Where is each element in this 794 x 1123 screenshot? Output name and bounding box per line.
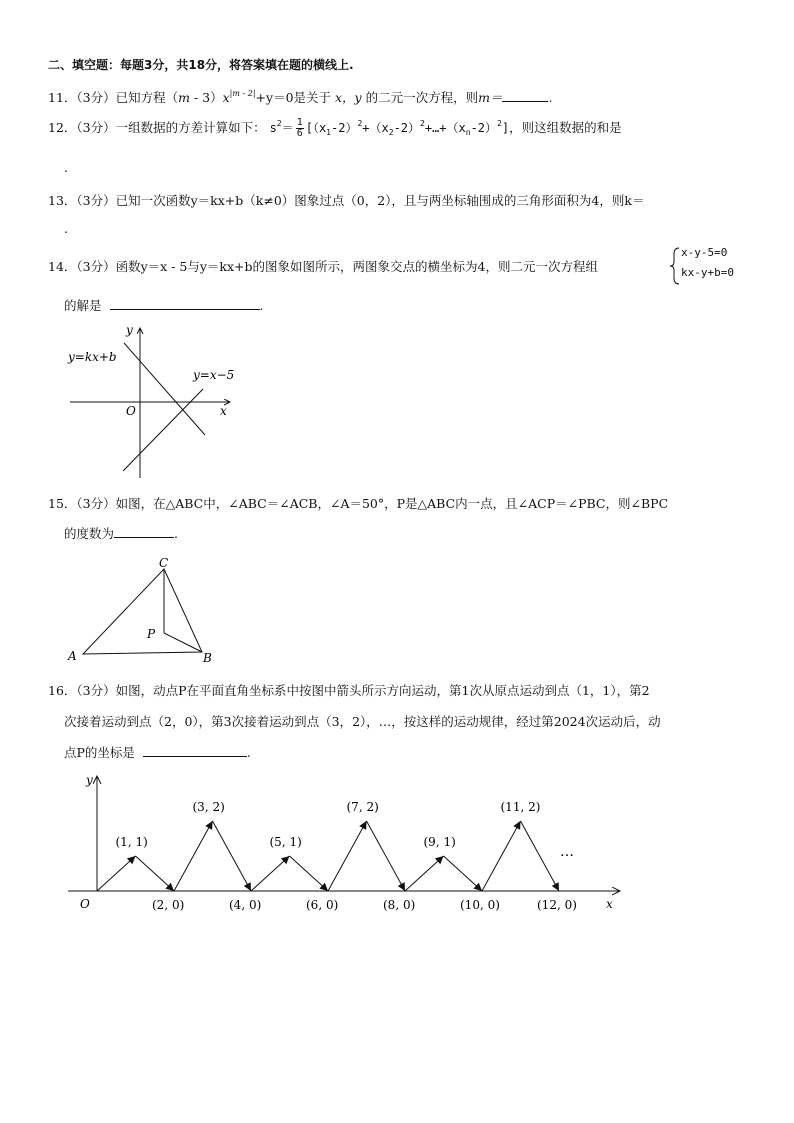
q16-peak-label: (1, 1) xyxy=(115,835,148,849)
q12-t3: -2） xyxy=(393,121,421,135)
q13-answer-line[interactable] xyxy=(64,221,68,236)
q15-line2-text: 的度数为 xyxy=(64,526,115,541)
q16-move-segment xyxy=(482,821,521,891)
q13-number: 13． xyxy=(48,193,77,208)
q16-bottom-label: (4, 0) xyxy=(229,898,262,912)
q16-path-layer xyxy=(97,800,577,912)
question-13 xyxy=(48,191,644,209)
q12-sq1: 2 xyxy=(357,119,363,128)
q13-dot: . xyxy=(64,221,68,236)
q16-move-segment xyxy=(174,821,213,891)
question-14 xyxy=(48,257,598,275)
q16-move-segment xyxy=(367,821,406,891)
q14-label-origin: O xyxy=(126,404,136,418)
question-11 xyxy=(48,88,552,106)
q15-score: （3分） xyxy=(76,496,116,511)
q12-t1: -2） xyxy=(331,121,358,135)
q11-x: x xyxy=(222,90,230,105)
q16-peak-label: (3, 2) xyxy=(192,800,225,814)
q15-label-a: A xyxy=(68,649,77,663)
q14-number: 14． xyxy=(48,259,77,274)
q16-move-segment xyxy=(251,856,290,891)
q12-t2: +（x xyxy=(362,121,389,135)
q12-text-a: 一组数据的方差计算如下： xyxy=(115,120,266,135)
q14-label-x-minus-5: y=x−5 xyxy=(193,368,235,382)
q12-sq3: 2 xyxy=(497,119,502,128)
q15-label-c: C xyxy=(159,556,169,570)
q12-b1: [（x xyxy=(305,121,327,135)
q11-exponent: |m - 2| xyxy=(229,89,256,98)
q16-zigzag-graph xyxy=(60,768,630,928)
q16-move-segment xyxy=(136,856,175,891)
q16-move-segment xyxy=(290,856,329,891)
q12-formula xyxy=(269,117,510,139)
q16-bottom-label: (12, 0) xyxy=(537,898,577,912)
q12-b2: ] xyxy=(501,121,510,135)
q16-label-y: y xyxy=(86,773,93,787)
q16-peak-label: (7, 2) xyxy=(346,800,379,814)
question-16 xyxy=(48,681,650,699)
q16-text1: 如图，动点P在平面直角坐标系中按图中箭头所示方向运动，第1次从原点运动到点（1，1），第2 xyxy=(115,683,650,698)
q12-score: （3分） xyxy=(76,120,116,135)
q11-end: . xyxy=(548,90,553,105)
q15-line2 xyxy=(64,524,178,542)
q16-number: 16． xyxy=(48,683,77,698)
q12-sq2: 2 xyxy=(420,119,425,128)
q15-end: . xyxy=(174,526,178,541)
q11-text-a: 已知方程（ xyxy=(115,90,179,105)
q14-eq2: kx-y+b=0 xyxy=(681,266,734,279)
q14-line2-text: 的解是 xyxy=(64,298,102,313)
q12-dot: . xyxy=(64,160,68,175)
q12-sub2: 2 xyxy=(388,128,394,137)
q12-s: s xyxy=(269,121,277,135)
q11-xy: x，y xyxy=(331,90,366,105)
q11-m-eq: m＝ xyxy=(478,90,503,105)
q15-label-p: P xyxy=(147,627,156,641)
q12-fraction xyxy=(296,118,304,139)
q12-answer-line[interactable] xyxy=(64,160,68,175)
q12-t5: -2） xyxy=(470,121,498,135)
q14-label-y: y xyxy=(126,323,133,337)
q11-minus3: - 3） xyxy=(189,90,223,105)
q16-peak-label: (5, 1) xyxy=(269,835,302,849)
q14-line-x-minus-5 xyxy=(123,389,203,471)
question-12 xyxy=(48,118,622,139)
q16-end: . xyxy=(246,745,251,760)
question-15 xyxy=(48,494,668,512)
q14-line-kxb xyxy=(124,343,205,435)
q15-segment-pb xyxy=(164,633,202,652)
q16-label-x: x xyxy=(606,897,613,911)
q15-triangle-abc xyxy=(83,569,202,654)
q15-text: 如图，在△ABC中，∠ABC＝∠ACB，∠A＝50°，P是△ABC内一点，且∠ACP＝∠PBC，则∠BPC xyxy=(115,496,669,511)
q12-t4: +…+（x xyxy=(424,121,466,135)
q11-number: 11． xyxy=(48,90,77,105)
q16-bottom-label: (2, 0) xyxy=(152,898,185,912)
q16-text2: 次接着运动到点（2，0），第3次接着运动到点（3，2），…，按这样的运动规律，经过第2024次运动后，动 xyxy=(64,714,661,729)
q13-text: 已知一次函数y＝kx+b（k≠0）图象过点（0，2），且与两坐标轴围成的三角形面积为4，则k＝ xyxy=(115,193,645,208)
q16-answer-blank[interactable] xyxy=(143,744,247,757)
q14-end: . xyxy=(259,298,264,313)
q12-sub1: 1 xyxy=(326,128,331,137)
q16-label-origin: O xyxy=(80,897,90,911)
q12-eq: ＝ xyxy=(281,121,294,135)
q15-number: 15． xyxy=(48,496,77,511)
q16-move-segment xyxy=(328,821,367,891)
q14-brace xyxy=(669,246,681,286)
q16-text3-line xyxy=(64,743,251,761)
q14-answer-blank[interactable] xyxy=(110,297,260,310)
q16-move-segment xyxy=(97,856,136,891)
q16-text3: 点P的坐标是 xyxy=(64,745,135,760)
q16-ellipsis: … xyxy=(560,844,574,860)
q12-frac-den: 6 xyxy=(296,128,303,139)
q12-subn: n xyxy=(465,128,471,137)
q11-answer-blank[interactable] xyxy=(502,89,548,102)
q11-plus-y: +y＝0是关于 xyxy=(255,90,332,105)
q12-s-exp: 2 xyxy=(276,119,282,128)
q16-move-segment xyxy=(521,821,560,891)
q15-answer-blank[interactable] xyxy=(114,525,174,538)
q14-label-kxb: y=kx+b xyxy=(68,350,117,364)
section-heading: 二、填空题：每题3分，共18分，将答案填在题的横线上. xyxy=(48,58,354,72)
q16-score: （3分） xyxy=(76,683,116,698)
q16-move-segment xyxy=(405,856,444,891)
q15-triangle-figure xyxy=(60,552,220,672)
q14-score: （3分） xyxy=(76,259,116,274)
q16-bottom-label: (8, 0) xyxy=(383,898,416,912)
q16-move-segment xyxy=(213,821,252,891)
q11-score: （3分） xyxy=(76,90,116,105)
q16-move-segment xyxy=(444,856,483,891)
q11-m: m xyxy=(178,90,190,105)
q14-line2 xyxy=(64,296,263,314)
q14-equation-system xyxy=(681,243,734,283)
q12-number: 12． xyxy=(48,120,77,135)
q14-eq1: x-y-5=0 xyxy=(681,246,728,259)
q13-score: （3分） xyxy=(76,193,116,208)
q12-text-b: ，则这组数据的和是 xyxy=(509,120,622,135)
q15-label-b: B xyxy=(203,651,212,665)
q16-bottom-label: (10, 0) xyxy=(460,898,500,912)
q14-label-x: x xyxy=(220,404,227,418)
q16-peak-label: (11, 2) xyxy=(500,800,541,814)
q11-text-b: 的二元一次方程，则 xyxy=(365,90,479,105)
q16-bottom-label: (6, 0) xyxy=(306,898,339,912)
q14-text: 函数y＝x - 5与y＝kx+b的图象如图所示，两图象交点的横坐标为4，则二元一次方程组 xyxy=(115,259,598,274)
q16-text2-line xyxy=(64,712,661,730)
q12-frac-num: 1 xyxy=(296,117,303,128)
q16-peak-label: (9, 1) xyxy=(423,835,456,849)
q14-graph xyxy=(60,320,260,480)
